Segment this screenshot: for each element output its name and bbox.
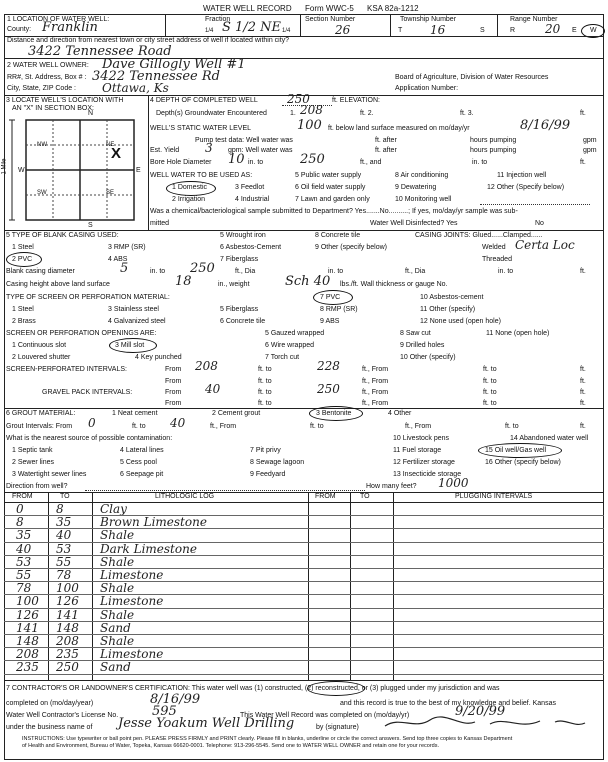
- grout-to-value[interactable]: 40: [170, 416, 186, 430]
- log-row-description[interactable]: Shale: [100, 607, 135, 622]
- county-label: County:: [7, 26, 32, 33]
- spi-ft: ft.: [580, 366, 586, 373]
- casing-height-label: Casing height above land surface: [6, 281, 110, 288]
- gi-ftto3: ft. to: [505, 423, 519, 430]
- gi-ftfrom: ft., From: [210, 423, 237, 430]
- s6-label: 6 GROUT MATERIAL:: [6, 410, 76, 417]
- opening-6[interactable]: 6 Wire wrapped: [265, 342, 315, 349]
- screen-8[interactable]: 8 RMP (SR): [320, 306, 358, 313]
- depth-value[interactable]: 250: [287, 92, 310, 106]
- welded-value[interactable]: Certa Loc: [515, 238, 575, 252]
- application-label: Application Number:: [395, 85, 459, 92]
- casing-2-pvc[interactable]: 2 PVC: [12, 256, 33, 263]
- log-row-description[interactable]: Limestone: [100, 568, 164, 582]
- blank-diameter-label: Blank casing diameter: [6, 268, 75, 275]
- plugging-header: PLUGGING INTERVALS: [455, 493, 533, 500]
- quarter-3: 1/4: [282, 28, 291, 34]
- signature-scribble: [380, 712, 590, 732]
- pvc-circle: [6, 252, 42, 267]
- log-row-description[interactable]: Limestone: [100, 647, 164, 662]
- township-value[interactable]: 16: [430, 23, 446, 37]
- spi-ftto: ft. to: [258, 366, 272, 373]
- gpi-ftto2: ft. to: [483, 389, 497, 396]
- casing-6[interactable]: 6 Asbestos-Cement: [220, 244, 282, 251]
- opening-7[interactable]: 7 Torch cut: [265, 354, 300, 361]
- ksa-ref: KSA 82a-1212: [367, 4, 419, 13]
- plug-from-header: FROM: [315, 493, 336, 500]
- opening-5[interactable]: 5 Gauzed wrapped: [265, 330, 325, 337]
- bore-label: Bore Hole Diameter: [150, 159, 212, 166]
- log-row-from[interactable]: 141: [16, 620, 39, 635]
- use-9[interactable]: 9 Dewatering: [395, 184, 437, 191]
- gw-4: ft.: [580, 110, 586, 117]
- source-10[interactable]: 10 Livestock pens: [393, 435, 450, 442]
- log-row-from[interactable]: 53: [16, 554, 32, 569]
- spi-to-value[interactable]: 228: [317, 359, 340, 373]
- screen-12[interactable]: 12 None used (open hole): [420, 318, 501, 325]
- grout-4[interactable]: 4 Other: [388, 410, 412, 417]
- screen-4[interactable]: 4 Galvanized steel: [108, 318, 166, 325]
- log-row-to[interactable]: 141: [56, 607, 79, 622]
- casing-4[interactable]: 4 ABS: [108, 256, 128, 263]
- bentonite-circle: [309, 406, 363, 421]
- spi-ft2: ft.: [580, 378, 586, 385]
- use-11[interactable]: 11 Injection well: [497, 172, 547, 179]
- gpi-ftto3: ft. to: [258, 400, 272, 407]
- use-2[interactable]: 2 Irrigation: [172, 196, 206, 203]
- source-7[interactable]: 7 Pit privy: [250, 447, 281, 454]
- opening-3-mill-slot[interactable]: 3 Mill slot: [115, 342, 145, 349]
- use-12[interactable]: 12 Other (Specify below): [487, 184, 565, 191]
- source-14[interactable]: 14 Abandoned water well: [510, 435, 589, 442]
- screen-5[interactable]: 5 Fiberglass: [220, 306, 259, 313]
- gpi-from-value[interactable]: 40: [205, 382, 221, 396]
- section-grid: [1, 112, 148, 230]
- groundwater-value[interactable]: 208: [300, 103, 323, 117]
- mile-label: 1 Mile: [1, 158, 8, 175]
- record-date[interactable]: 9/20/99: [455, 704, 506, 719]
- gw-1: 1.: [290, 110, 296, 117]
- casing-5[interactable]: 5 Wrought iron: [220, 232, 266, 239]
- log-row-description[interactable]: Sand: [100, 660, 131, 675]
- gw-3: ft. 3.: [460, 110, 474, 117]
- blank-depth-value[interactable]: 250: [190, 261, 215, 276]
- gw-2: ft. 2.: [360, 110, 374, 117]
- fraction-value[interactable]: S 1/2 NE: [222, 20, 281, 35]
- source-2[interactable]: 2 Sewer lines: [12, 459, 55, 466]
- openings-label: SCREEN OR PERFORATION OPENINGS ARE:: [6, 330, 157, 337]
- log-row-from[interactable]: 0: [16, 502, 24, 516]
- static-date[interactable]: 8/16/99: [520, 118, 571, 133]
- est-gpm: gpm: [583, 147, 597, 154]
- screen-1[interactable]: 1 Steel: [12, 306, 34, 313]
- log-row-from[interactable]: 8: [16, 515, 24, 530]
- use-3[interactable]: 3 Feedlot: [235, 184, 265, 191]
- domestic-circle: [166, 181, 216, 196]
- e-letter: E: [572, 27, 577, 34]
- how-many-feet-value[interactable]: 1000: [438, 476, 469, 490]
- pump-test: Pump test data: Well water was: [195, 137, 293, 144]
- casing-9[interactable]: 9 Other (specify below): [315, 244, 387, 251]
- spi-ftto2: ft. to: [483, 366, 497, 373]
- wall-thickness-label: lbs./ft. Wall thickness or gauge No.: [340, 281, 448, 288]
- screen-7-pvc[interactable]: 7 PVC: [320, 294, 341, 301]
- west-label: W: [18, 167, 25, 174]
- grout-from-value[interactable]: 0: [88, 416, 96, 430]
- t-letter: T: [398, 27, 403, 34]
- s3-label2: AN "X" IN SECTION BOX:: [12, 105, 94, 112]
- screen-6[interactable]: 6 Concrete tile: [220, 318, 266, 325]
- s1-label: 1 LOCATION OF WATER WELL:: [7, 16, 110, 23]
- pump-gpm: gpm: [583, 137, 597, 144]
- log-row-line: [4, 581, 604, 582]
- nw-label: NW: [37, 142, 47, 148]
- est-yield-value[interactable]: 3: [205, 141, 213, 155]
- record-completed-label: This Water Well Record was completed on (mo/day/yr): [240, 712, 410, 719]
- true-record-text: and this record is true to the best of my knowledge and belief. Kansas: [340, 700, 556, 707]
- spi-ftto4: ft. to: [483, 378, 497, 385]
- log-row-from[interactable]: 78: [16, 581, 32, 596]
- screen-material-label: TYPE OF SCREEN OR PERFORATION MATERIAL:: [6, 294, 170, 301]
- casing-height-value[interactable]: 18: [175, 274, 192, 289]
- gpi-ftfrom2: ft., From: [362, 400, 389, 407]
- static-label: WELL'S STATIC WATER LEVEL: [150, 125, 252, 132]
- completed-label: completed on (mo/day/year): [6, 700, 94, 707]
- gpi-from: From: [165, 389, 182, 396]
- completed-date[interactable]: 8/16/99: [150, 692, 201, 707]
- log-row-to[interactable]: 148: [56, 620, 79, 635]
- r-letter: R: [510, 27, 516, 34]
- bore-in: in. to: [472, 159, 488, 166]
- est-after: ft. after: [375, 147, 397, 154]
- log-row-line: [4, 594, 604, 595]
- opening-4[interactable]: 4 Key punched: [135, 354, 182, 361]
- spi-from: From: [165, 366, 182, 373]
- use-6[interactable]: 6 Oil field water supply: [295, 184, 366, 191]
- spi-ftto3: ft. to: [258, 378, 272, 385]
- bd-in1: in. to: [328, 268, 344, 275]
- log-row-to[interactable]: 100: [56, 581, 79, 596]
- opening-2[interactable]: 2 Louvered shutter: [12, 354, 71, 361]
- log-row-line: [4, 621, 604, 622]
- gpi-to-value[interactable]: 250: [317, 382, 340, 396]
- log-row-to[interactable]: 78: [56, 568, 72, 582]
- range-label: Range Number: [510, 16, 558, 23]
- depth-label: 4 DEPTH OF COMPLETED WELL: [150, 97, 258, 104]
- ne-label: NE: [106, 142, 115, 148]
- spi-ftfrom: ft., From: [362, 366, 389, 373]
- quarter-1: 1/4: [205, 28, 214, 34]
- source-4[interactable]: 4 Lateral lines: [120, 447, 164, 454]
- source-1[interactable]: 1 Septic tank: [12, 447, 53, 454]
- gi-ftfrom2: ft., From: [405, 423, 432, 430]
- log-row-from[interactable]: 35: [16, 528, 32, 543]
- gi-ftto2: ft. to: [310, 423, 324, 430]
- log-row-line: [4, 608, 604, 609]
- opening-1[interactable]: 1 Continuous slot: [12, 342, 67, 349]
- threaded-label: Threaded: [482, 256, 512, 263]
- bore-and: ft., and: [360, 159, 382, 166]
- source-3[interactable]: 3 Watertight sewer lines: [12, 471, 87, 478]
- s3-label: 3 LOCATE WELL'S LOCATION WITH: [6, 97, 124, 104]
- use-label: WELL WATER TO BE USED AS:: [150, 172, 253, 179]
- north-label: N: [88, 110, 94, 117]
- gpi-ftto4: ft. to: [483, 400, 497, 407]
- use-1-domestic[interactable]: 1 Domestic: [172, 184, 208, 191]
- log-row-to[interactable]: 126: [56, 594, 79, 609]
- form-title: WATER WELL RECORD: [203, 4, 292, 13]
- gpi-from2: From: [165, 400, 182, 407]
- how-many-feet-label: How many feet?: [366, 483, 417, 490]
- log-row-description[interactable]: Clay: [100, 502, 127, 516]
- est-text: gpm: Well water was: [228, 147, 293, 154]
- log-from-header: FROM: [12, 493, 33, 500]
- east-label: E: [136, 167, 141, 174]
- s-letter: S: [480, 27, 485, 34]
- opening-8[interactable]: 8 Saw cut: [400, 330, 431, 337]
- casing-8[interactable]: 8 Concrete tile: [315, 232, 361, 239]
- log-row-to[interactable]: 8: [56, 502, 64, 516]
- source-6[interactable]: 6 Seepage pit: [120, 471, 164, 478]
- license-label: Water Well Contractor's License No.: [6, 712, 119, 719]
- est-yield-label: Est. Yield: [150, 147, 180, 154]
- source-8[interactable]: 8 Sewage lagoon: [250, 459, 305, 466]
- log-row-from[interactable]: 55: [16, 568, 32, 582]
- constructed-circle: [307, 681, 365, 696]
- grout-2[interactable]: 2 Cement grout: [212, 410, 261, 417]
- fraction-label: Fraction: [205, 16, 231, 23]
- blank-diameter-value[interactable]: 5: [120, 261, 129, 276]
- source-12[interactable]: 12 Fertilizer storage: [393, 459, 455, 466]
- bd-in2: in. to: [498, 268, 514, 275]
- use-8[interactable]: 8 Air conditioning: [395, 172, 449, 179]
- screen-3[interactable]: 3 Stainless steel: [108, 306, 159, 313]
- groundwater-label: Depth(s) Groundwater Encountered: [156, 110, 267, 117]
- log-row-line: [4, 634, 604, 635]
- gpi-ft2: ft.: [580, 400, 586, 407]
- log-row-description[interactable]: Brown Limestone: [100, 515, 207, 530]
- static-value[interactable]: 100: [297, 118, 322, 133]
- log-row-line: [4, 674, 604, 675]
- log-row-to[interactable]: 235: [56, 647, 79, 662]
- city-label: City, State, ZIP Code :: [7, 85, 76, 92]
- log-row-line: [4, 568, 604, 569]
- board-text: Board of Agriculture, Division of Water Resources: [395, 74, 549, 81]
- log-row-to[interactable]: 53: [56, 541, 72, 556]
- bore-ft: ft.: [580, 159, 586, 166]
- se-label: SE: [106, 190, 115, 196]
- bd-dia1: ft., Dia: [235, 268, 256, 275]
- screen-9[interactable]: 9 ABS: [320, 318, 340, 325]
- pump-hours: hours pumping: [470, 137, 517, 144]
- log-row-from[interactable]: 126: [16, 607, 39, 622]
- casing-3[interactable]: 3 RMP (SR): [108, 244, 146, 251]
- log-row-from[interactable]: 235: [16, 660, 39, 675]
- use-5[interactable]: 5 Public water supply: [295, 172, 362, 179]
- log-row-line: [4, 542, 604, 543]
- contamination-label: What is the nearest source of possible contamination:: [6, 435, 173, 442]
- bd-ft: ft.: [580, 268, 586, 275]
- rr-label: RR#, St. Address, Box # :: [7, 74, 87, 81]
- section-value[interactable]: 26: [335, 23, 351, 37]
- address-value[interactable]: 3422 Tennessee Rd: [92, 69, 220, 84]
- gi-ft: ft.: [580, 423, 586, 430]
- log-row-to[interactable]: 208: [56, 634, 79, 648]
- est-hours: hours pumping: [470, 147, 517, 154]
- license-value[interactable]: 595: [152, 704, 177, 719]
- source-9[interactable]: 9 Feedyard: [250, 471, 286, 478]
- pump-after: ft. after: [375, 137, 397, 144]
- bd-to: in. to: [150, 268, 166, 275]
- chem-question: Was a chemical/bacteriological sample submitted to Department? Yes.......No..........; If yes, mo/day/yr sample was sub-: [150, 208, 518, 215]
- distance-value[interactable]: 3422 Tennessee Road: [28, 44, 172, 59]
- log-row-to[interactable]: 40: [56, 528, 72, 543]
- log-row-from[interactable]: 100: [16, 594, 39, 609]
- grout-1[interactable]: 1 Neat cement: [112, 410, 158, 417]
- sw-label: SW: [37, 190, 47, 196]
- form-number: Form WWC-5: [305, 4, 354, 13]
- log-row-from[interactable]: 148: [16, 634, 39, 648]
- oil-gas-circle: [478, 443, 562, 458]
- spi-ftfrom2: ft., From: [362, 378, 389, 385]
- log-row-description[interactable]: Shale: [100, 528, 135, 543]
- disinfected-label: Water Well Disinfected? Yes: [370, 220, 458, 227]
- direction-label: Direction from well?: [6, 483, 68, 490]
- source-15-oil-gas-well[interactable]: 15 Oil well/Gas well: [485, 447, 547, 454]
- gpi-ftfrom: ft., From: [362, 389, 389, 396]
- bore-depth[interactable]: 250: [300, 152, 325, 167]
- source-5[interactable]: 5 Cess pool: [120, 459, 157, 466]
- log-litho-header: LITHOLOGIC LOG: [155, 493, 215, 500]
- well-location-x[interactable]: X: [111, 145, 122, 162]
- disinfected-no[interactable]: No: [535, 220, 544, 227]
- bd-dia2: ft., Dia: [405, 268, 426, 275]
- grout-3-bentonite[interactable]: 3 Bentonite: [316, 410, 352, 417]
- casing-weight-label: in., weight: [218, 281, 250, 288]
- use-10[interactable]: 10 Monitoring well: [395, 196, 452, 203]
- source-13[interactable]: 13 Insecticide storage: [393, 471, 462, 478]
- log-row-description[interactable]: Shale: [100, 634, 135, 648]
- casing-joints: CASING JOINTS: Glued......Clamped......: [415, 232, 543, 239]
- screen-intervals-label: SCREEN-PERFORATED INTERVALS:: [6, 366, 127, 373]
- source-16[interactable]: 16 Other (specify below): [485, 459, 561, 466]
- gi-ftto: ft. to: [132, 423, 146, 430]
- log-row-line: [4, 555, 604, 556]
- section-label: Section Number: [305, 16, 356, 23]
- city-value[interactable]: Ottawa, Ks: [102, 81, 169, 95]
- mill-slot-circle: [109, 338, 157, 353]
- static-text: ft. below land surface measured on mo/day/yr: [328, 125, 470, 132]
- log-row-description[interactable]: Shale: [100, 554, 135, 569]
- bore-to: in. to: [248, 159, 264, 166]
- elevation-label: ft. ELEVATION:: [332, 97, 380, 104]
- log-row-to[interactable]: 55: [56, 554, 72, 569]
- log-row-line: [4, 647, 604, 648]
- use-4[interactable]: 4 Industrial: [235, 196, 270, 203]
- business-label: under the business name of: [6, 724, 93, 731]
- gpi-ftto: ft. to: [258, 389, 272, 396]
- log-row-to[interactable]: 250: [56, 660, 79, 675]
- certification-text: 7 CONTRACTOR'S OR LANDOWNER'S CERTIFICATION: This water well was (1) constructed, (2) reconstructed, or (3) plugged under my jurisdiction and was: [6, 685, 500, 692]
- screen-11[interactable]: 11 Other (specify): [420, 306, 476, 313]
- w-letter: W: [590, 27, 597, 34]
- source-11[interactable]: 11 Fuel storage: [393, 447, 442, 454]
- opening-9[interactable]: 9 Drilled holes: [400, 342, 445, 349]
- south-label: S: [88, 222, 93, 229]
- opening-11[interactable]: 11 None (open hole): [486, 330, 550, 337]
- log-row-from[interactable]: 208: [16, 647, 39, 662]
- welded-label: Welded: [482, 244, 506, 251]
- screen-2[interactable]: 2 Brass: [12, 318, 36, 325]
- business-name[interactable]: Jesse Yoakum Well Drilling: [118, 716, 295, 731]
- log-row-description[interactable]: Limestone: [100, 594, 164, 609]
- township-label: Township Number: [400, 16, 457, 23]
- distance-label: Distance and direction from nearest town or city street address of well if located within city?: [7, 37, 290, 44]
- use-7[interactable]: 7 Lawn and garden only: [295, 196, 370, 203]
- instructions-line1: INSTRUCTIONS: Use typewriter or ball point pen. PLEASE PRESS FIRMLY and PRINT clearly. Please fill in blanks, underline or circle the correct answers. Send top three copies to Kansas Department: [22, 736, 513, 742]
- log-row-description[interactable]: Dark Limestone: [100, 541, 197, 556]
- log-row-line: [4, 515, 604, 516]
- spi-from-value[interactable]: 208: [195, 359, 218, 373]
- s2-label: 2 WATER WELL OWNER:: [7, 62, 89, 69]
- bore-value[interactable]: 10: [228, 152, 245, 167]
- log-row-from[interactable]: 40: [16, 541, 32, 556]
- log-to-header: TO: [60, 493, 70, 500]
- log-row-description[interactable]: Shale: [100, 581, 135, 596]
- log-row-line: [4, 528, 604, 529]
- mitted-text: mitted: [150, 220, 170, 227]
- grout-intervals-label: Grout Intervals: From: [6, 423, 73, 430]
- log-row-line: [4, 660, 604, 661]
- log-row-to[interactable]: 35: [56, 515, 72, 530]
- spi-from2: From: [165, 378, 182, 385]
- signature-label: by (signature): [316, 724, 359, 731]
- s5-label: 5 TYPE OF BLANK CASING USED:: [6, 232, 119, 239]
- instructions-line2: of Health and Environment, Bureau of Water, Topeka, Kansas 66620-0001. Telephone: 913-296-5545. Send one to WATER WELL OWNER and retain one for your records.: [22, 743, 440, 749]
- plug-to-header: TO: [360, 493, 370, 500]
- casing-1[interactable]: 1 Steel: [12, 244, 34, 251]
- gravel-pack-label: GRAVEL PACK INTERVALS:: [42, 389, 133, 396]
- screen-pvc-circle: [313, 290, 353, 305]
- log-row-description[interactable]: Sand: [100, 620, 131, 635]
- range-value[interactable]: 20: [545, 22, 561, 36]
- gpi-ft: ft.: [580, 389, 586, 396]
- screen-10[interactable]: 10 Asbestos-cement: [420, 294, 484, 301]
- casing-weight-value[interactable]: Sch 40: [285, 274, 331, 289]
- county-value[interactable]: Franklin: [42, 20, 98, 35]
- owner-value[interactable]: Dave Gillogly Well #1: [102, 57, 246, 72]
- opening-10[interactable]: 10 Other (specify): [400, 354, 456, 361]
- casing-7[interactable]: 7 Fiberglass: [220, 256, 259, 263]
